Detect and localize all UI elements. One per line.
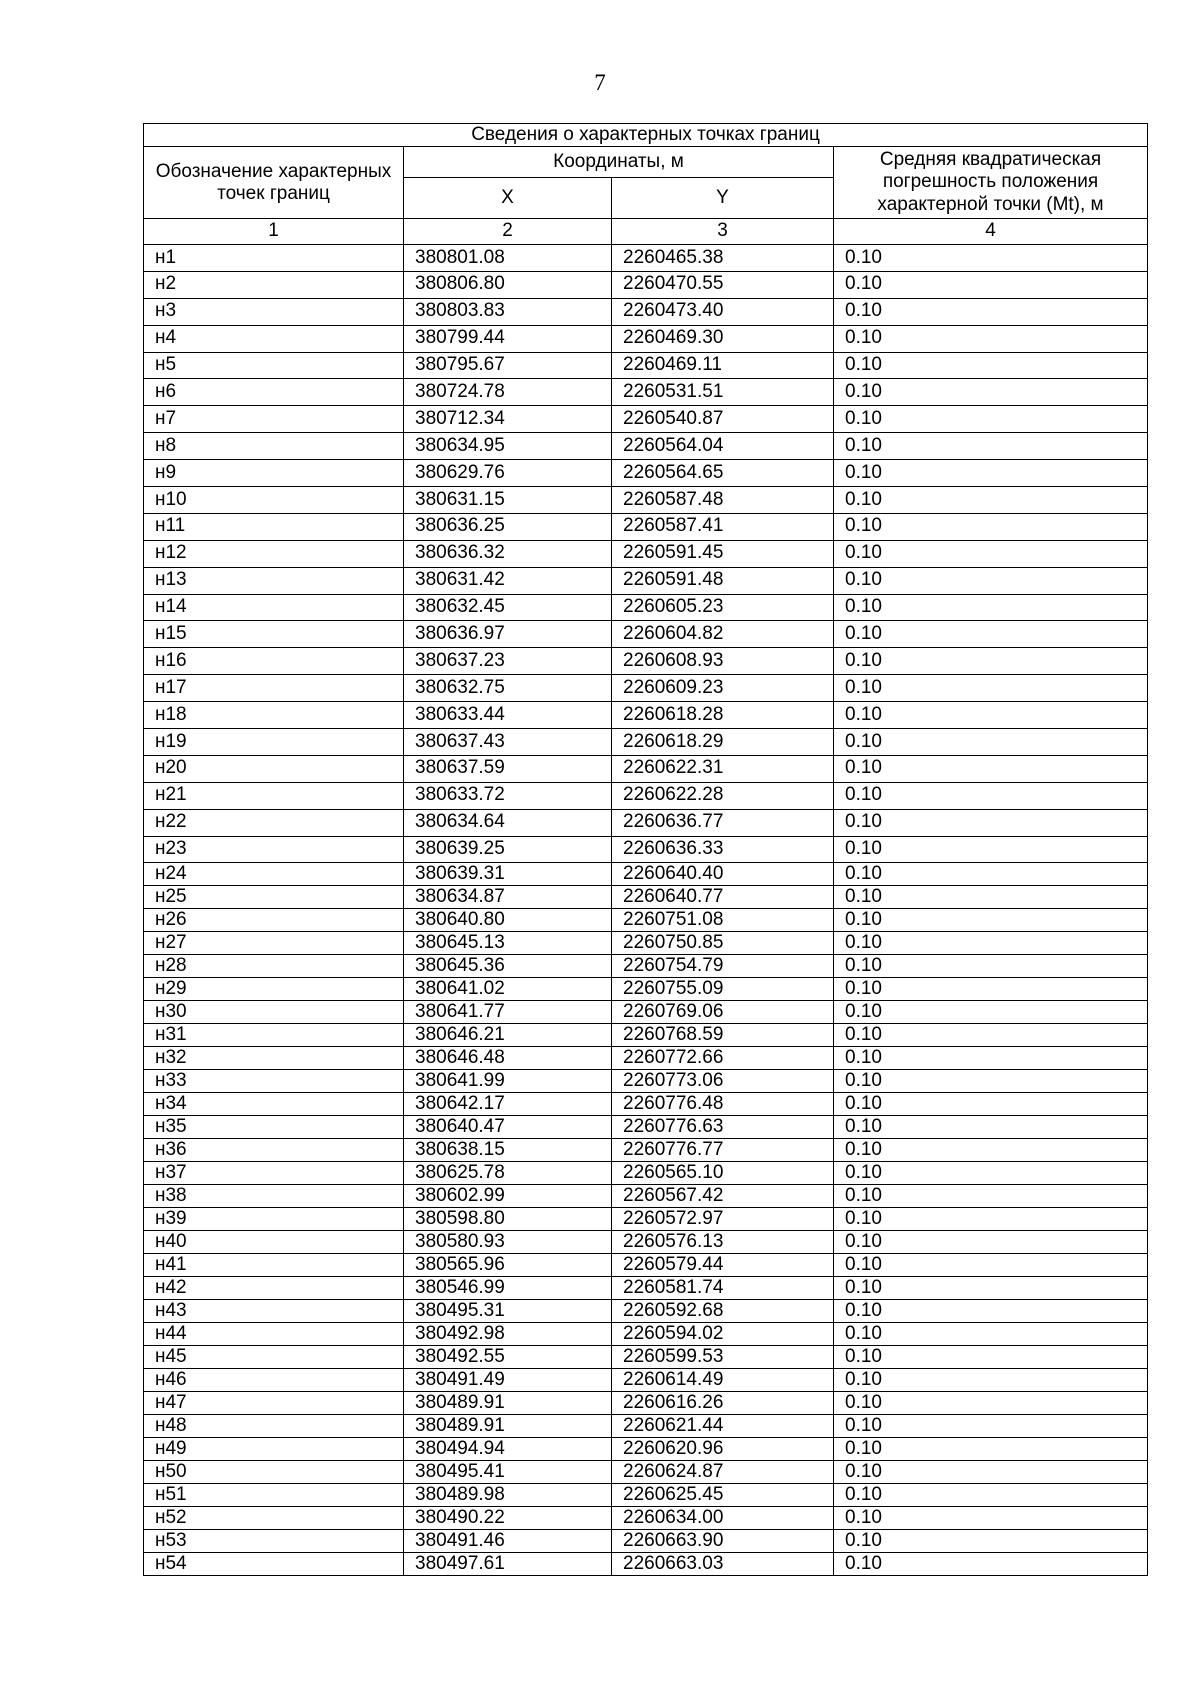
- y-coordinate-cell: 2260754.79: [612, 955, 834, 978]
- y-coordinate-cell: 2260614.49: [612, 1369, 834, 1392]
- mean-error-cell: 0.10: [834, 1507, 1148, 1530]
- point-name-cell: н18: [144, 702, 404, 729]
- table-row: [144, 1162, 1148, 1185]
- point-name-cell: н33: [144, 1070, 404, 1093]
- y-coordinate-cell: 2260564.65: [612, 460, 834, 487]
- table-row: [144, 1277, 1148, 1300]
- x-coordinate-cell: 380634.95: [404, 433, 612, 460]
- x-coordinate-cell: 380801.08: [404, 245, 612, 272]
- table-row: [144, 621, 1148, 648]
- table-row: [144, 836, 1148, 863]
- point-name-cell: н10: [144, 487, 404, 514]
- table-title: Сведения о характерных точках границ: [144, 124, 1148, 147]
- table-row: [144, 1254, 1148, 1277]
- x-coordinate-cell: 380645.13: [404, 932, 612, 955]
- table-row: [144, 1024, 1148, 1047]
- x-coordinate-cell: 380645.36: [404, 955, 612, 978]
- mean-error-cell: 0.10: [834, 325, 1148, 352]
- table-row: [144, 352, 1148, 379]
- table-row: [144, 379, 1148, 406]
- x-coordinate-cell: 380629.76: [404, 460, 612, 487]
- x-coordinate-cell: 380598.80: [404, 1208, 612, 1231]
- table-row: [144, 863, 1148, 886]
- y-coordinate-cell: 2260587.41: [612, 513, 834, 540]
- y-coordinate-cell: 2260609.23: [612, 675, 834, 702]
- x-coordinate-cell: 380639.25: [404, 836, 612, 863]
- y-coordinate-cell: 2260565.10: [612, 1162, 834, 1185]
- mean-error-cell: 0.10: [834, 594, 1148, 621]
- x-coordinate-cell: 380646.48: [404, 1047, 612, 1070]
- x-coordinate-cell: 380634.64: [404, 809, 612, 836]
- point-name-cell: н22: [144, 809, 404, 836]
- mean-error-cell: 0.10: [834, 271, 1148, 298]
- x-coordinate-cell: 380724.78: [404, 379, 612, 406]
- mean-error-cell: 0.10: [834, 1369, 1148, 1392]
- point-name-cell: н29: [144, 978, 404, 1001]
- y-coordinate-cell: 2260594.02: [612, 1323, 834, 1346]
- point-name-cell: н52: [144, 1507, 404, 1530]
- point-name-cell: н1: [144, 245, 404, 272]
- table-row: [144, 1530, 1148, 1553]
- mean-error-cell: 0.10: [834, 1438, 1148, 1461]
- mean-error-cell: 0.10: [834, 702, 1148, 729]
- mean-error-cell: 0.10: [834, 1530, 1148, 1553]
- x-coordinate-cell: 380491.46: [404, 1530, 612, 1553]
- x-coordinate-cell: 380632.75: [404, 675, 612, 702]
- mean-error-cell: 0.10: [834, 567, 1148, 594]
- table-row: [144, 648, 1148, 675]
- point-name-cell: н23: [144, 836, 404, 863]
- point-name-cell: н49: [144, 1438, 404, 1461]
- mean-error-cell: 0.10: [834, 836, 1148, 863]
- x-coordinate-cell: 380639.31: [404, 863, 612, 886]
- x-coordinate-cell: 380641.02: [404, 978, 612, 1001]
- table-row: [144, 955, 1148, 978]
- table-row: [144, 1070, 1148, 1093]
- y-coordinate-cell: 2260591.45: [612, 540, 834, 567]
- point-name-cell: н35: [144, 1116, 404, 1139]
- table-row: [144, 1392, 1148, 1415]
- y-coordinate-cell: 2260576.13: [612, 1231, 834, 1254]
- mean-error-cell: 0.10: [834, 1346, 1148, 1369]
- point-name-cell: н48: [144, 1415, 404, 1438]
- x-coordinate-cell: 380803.83: [404, 298, 612, 325]
- mean-error-cell: 0.10: [834, 1001, 1148, 1024]
- mean-error-cell: 0.10: [834, 755, 1148, 782]
- header-designation: Обозначение характерных точек границ: [144, 147, 404, 219]
- mean-error-cell: 0.10: [834, 540, 1148, 567]
- x-coordinate-cell: 380489.91: [404, 1415, 612, 1438]
- table-row: [144, 1461, 1148, 1484]
- x-coordinate-cell: 380546.99: [404, 1277, 612, 1300]
- mean-error-cell: 0.10: [834, 1277, 1148, 1300]
- mean-error-cell: 0.10: [834, 1024, 1148, 1047]
- mean-error-cell: 0.10: [834, 487, 1148, 514]
- table-row: [144, 1438, 1148, 1461]
- x-coordinate-cell: 380641.99: [404, 1070, 612, 1093]
- x-coordinate-cell: 380495.41: [404, 1461, 612, 1484]
- point-name-cell: н15: [144, 621, 404, 648]
- x-coordinate-cell: 380642.17: [404, 1093, 612, 1116]
- mean-error-cell: 0.10: [834, 1093, 1148, 1116]
- mean-error-cell: 0.10: [834, 863, 1148, 886]
- x-coordinate-cell: 380497.61: [404, 1553, 612, 1576]
- y-coordinate-cell: 2260636.77: [612, 809, 834, 836]
- y-coordinate-cell: 2260616.26: [612, 1392, 834, 1415]
- y-coordinate-cell: 2260751.08: [612, 909, 834, 932]
- table-row: [144, 702, 1148, 729]
- point-name-cell: н47: [144, 1392, 404, 1415]
- y-coordinate-cell: 2260581.74: [612, 1277, 834, 1300]
- point-name-cell: н54: [144, 1553, 404, 1576]
- table-row: [144, 909, 1148, 932]
- y-coordinate-cell: 2260634.00: [612, 1507, 834, 1530]
- table-row: [144, 1369, 1148, 1392]
- x-coordinate-cell: 380489.91: [404, 1392, 612, 1415]
- mean-error-cell: 0.10: [834, 379, 1148, 406]
- mean-error-cell: 0.10: [834, 1185, 1148, 1208]
- y-coordinate-cell: 2260750.85: [612, 932, 834, 955]
- table-row: [144, 1047, 1148, 1070]
- x-coordinate-cell: 380637.43: [404, 729, 612, 756]
- x-coordinate-cell: 380625.78: [404, 1162, 612, 1185]
- x-coordinate-cell: 380636.25: [404, 513, 612, 540]
- point-name-cell: н8: [144, 433, 404, 460]
- y-coordinate-cell: 2260618.29: [612, 729, 834, 756]
- table-row: [144, 729, 1148, 756]
- y-coordinate-cell: 2260579.44: [612, 1254, 834, 1277]
- x-coordinate-cell: 380641.77: [404, 1001, 612, 1024]
- table-row: [144, 567, 1148, 594]
- x-coordinate-cell: 380634.87: [404, 886, 612, 909]
- point-name-cell: н11: [144, 513, 404, 540]
- point-name-cell: н27: [144, 932, 404, 955]
- y-coordinate-cell: 2260608.93: [612, 648, 834, 675]
- table-row: [144, 245, 1148, 272]
- table-row: [144, 1346, 1148, 1369]
- point-name-cell: н19: [144, 729, 404, 756]
- table-row: [144, 271, 1148, 298]
- table-row: [144, 1001, 1148, 1024]
- x-coordinate-cell: 380646.21: [404, 1024, 612, 1047]
- y-coordinate-cell: 2260640.40: [612, 863, 834, 886]
- y-coordinate-cell: 2260469.11: [612, 352, 834, 379]
- x-coordinate-cell: 380636.32: [404, 540, 612, 567]
- table-row: [144, 1323, 1148, 1346]
- y-coordinate-cell: 2260564.04: [612, 433, 834, 460]
- x-coordinate-cell: 380799.44: [404, 325, 612, 352]
- table-row: [144, 932, 1148, 955]
- point-name-cell: н4: [144, 325, 404, 352]
- x-coordinate-cell: 380636.97: [404, 621, 612, 648]
- point-name-cell: н39: [144, 1208, 404, 1231]
- table-row: [144, 978, 1148, 1001]
- y-coordinate-cell: 2260592.68: [612, 1300, 834, 1323]
- point-name-cell: н31: [144, 1024, 404, 1047]
- point-name-cell: н21: [144, 782, 404, 809]
- point-name-cell: н3: [144, 298, 404, 325]
- table-row: [144, 1507, 1148, 1530]
- table-row: [144, 1093, 1148, 1116]
- x-coordinate-cell: 380580.93: [404, 1231, 612, 1254]
- table-row: [144, 406, 1148, 433]
- y-coordinate-cell: 2260773.06: [612, 1070, 834, 1093]
- column-number: 2: [404, 219, 612, 245]
- point-name-cell: н34: [144, 1093, 404, 1116]
- x-coordinate-cell: 380637.23: [404, 648, 612, 675]
- point-name-cell: н51: [144, 1484, 404, 1507]
- point-name-cell: н30: [144, 1001, 404, 1024]
- point-name-cell: н12: [144, 540, 404, 567]
- table-row: [144, 782, 1148, 809]
- point-name-cell: н9: [144, 460, 404, 487]
- mean-error-cell: 0.10: [834, 513, 1148, 540]
- mean-error-cell: 0.10: [834, 1116, 1148, 1139]
- y-coordinate-cell: 2260604.82: [612, 621, 834, 648]
- mean-error-cell: 0.10: [834, 675, 1148, 702]
- column-number: 3: [612, 219, 834, 245]
- column-number: 1: [144, 219, 404, 245]
- header-mean-error: Средняя квадратическая погрешность положения характерной точки (Mt), м: [834, 147, 1148, 219]
- mean-error-cell: 0.10: [834, 621, 1148, 648]
- point-name-cell: н7: [144, 406, 404, 433]
- mean-error-cell: 0.10: [834, 1139, 1148, 1162]
- mean-error-cell: 0.10: [834, 978, 1148, 1001]
- x-coordinate-cell: 380492.55: [404, 1346, 612, 1369]
- y-coordinate-cell: 2260636.33: [612, 836, 834, 863]
- point-name-cell: н26: [144, 909, 404, 932]
- table-row: [144, 460, 1148, 487]
- y-coordinate-cell: 2260587.48: [612, 487, 834, 514]
- y-coordinate-cell: 2260465.38: [612, 245, 834, 272]
- mean-error-cell: 0.10: [834, 1461, 1148, 1484]
- mean-error-cell: 0.10: [834, 955, 1148, 978]
- y-coordinate-cell: 2260768.59: [612, 1024, 834, 1047]
- y-coordinate-cell: 2260769.06: [612, 1001, 834, 1024]
- y-coordinate-cell: 2260605.23: [612, 594, 834, 621]
- y-coordinate-cell: 2260572.97: [612, 1208, 834, 1231]
- x-coordinate-cell: 380631.15: [404, 487, 612, 514]
- y-coordinate-cell: 2260469.30: [612, 325, 834, 352]
- mean-error-cell: 0.10: [834, 1323, 1148, 1346]
- mean-error-cell: 0.10: [834, 1208, 1148, 1231]
- x-coordinate-cell: 380806.80: [404, 271, 612, 298]
- column-number: 4: [834, 219, 1148, 245]
- y-coordinate-cell: 2260618.28: [612, 702, 834, 729]
- x-coordinate-cell: 380633.44: [404, 702, 612, 729]
- point-name-cell: н25: [144, 886, 404, 909]
- table-row: [144, 1185, 1148, 1208]
- mean-error-cell: 0.10: [834, 1484, 1148, 1507]
- mean-error-cell: 0.10: [834, 1254, 1148, 1277]
- mean-error-cell: 0.10: [834, 729, 1148, 756]
- mean-error-cell: 0.10: [834, 1231, 1148, 1254]
- point-name-cell: н32: [144, 1047, 404, 1070]
- point-name-cell: н2: [144, 271, 404, 298]
- y-coordinate-cell: 2260776.63: [612, 1116, 834, 1139]
- mean-error-cell: 0.10: [834, 1047, 1148, 1070]
- point-name-cell: н42: [144, 1277, 404, 1300]
- table-row: [144, 433, 1148, 460]
- x-coordinate-cell: 380631.42: [404, 567, 612, 594]
- x-coordinate-cell: 380632.45: [404, 594, 612, 621]
- y-coordinate-cell: 2260622.31: [612, 755, 834, 782]
- x-coordinate-cell: 380795.67: [404, 352, 612, 379]
- point-name-cell: н28: [144, 955, 404, 978]
- mean-error-cell: 0.10: [834, 433, 1148, 460]
- boundary-points-table: [143, 123, 1148, 1576]
- x-coordinate-cell: 380491.49: [404, 1369, 612, 1392]
- mean-error-cell: 0.10: [834, 1392, 1148, 1415]
- table-row: [144, 1484, 1148, 1507]
- point-name-cell: н38: [144, 1185, 404, 1208]
- y-coordinate-cell: 2260567.42: [612, 1185, 834, 1208]
- mean-error-cell: 0.10: [834, 886, 1148, 909]
- mean-error-cell: 0.10: [834, 1415, 1148, 1438]
- mean-error-cell: 0.10: [834, 460, 1148, 487]
- page-number: 7: [594, 70, 606, 95]
- table-row: [144, 1116, 1148, 1139]
- point-name-cell: н14: [144, 594, 404, 621]
- y-coordinate-cell: 2260776.77: [612, 1139, 834, 1162]
- point-name-cell: н16: [144, 648, 404, 675]
- y-coordinate-cell: 2260591.48: [612, 567, 834, 594]
- y-coordinate-cell: 2260620.96: [612, 1438, 834, 1461]
- point-name-cell: н6: [144, 379, 404, 406]
- header-y: Y: [612, 178, 834, 219]
- mean-error-cell: 0.10: [834, 1162, 1148, 1185]
- table-row: [144, 513, 1148, 540]
- table-row: [144, 755, 1148, 782]
- y-coordinate-cell: 2260625.45: [612, 1484, 834, 1507]
- mean-error-cell: 0.10: [834, 298, 1148, 325]
- point-name-cell: н37: [144, 1162, 404, 1185]
- y-coordinate-cell: 2260776.48: [612, 1093, 834, 1116]
- point-name-cell: н45: [144, 1346, 404, 1369]
- point-name-cell: н53: [144, 1530, 404, 1553]
- header-x: X: [404, 178, 612, 219]
- header-coordinates: Координаты, м: [404, 147, 834, 178]
- point-name-cell: н40: [144, 1231, 404, 1254]
- x-coordinate-cell: 380494.94: [404, 1438, 612, 1461]
- y-coordinate-cell: 2260755.09: [612, 978, 834, 1001]
- point-name-cell: н20: [144, 755, 404, 782]
- mean-error-cell: 0.10: [834, 782, 1148, 809]
- y-coordinate-cell: 2260473.40: [612, 298, 834, 325]
- x-coordinate-cell: 380565.96: [404, 1254, 612, 1277]
- y-coordinate-cell: 2260622.28: [612, 782, 834, 809]
- table-row: [144, 1415, 1148, 1438]
- point-name-cell: н50: [144, 1461, 404, 1484]
- point-name-cell: н13: [144, 567, 404, 594]
- point-name-cell: н46: [144, 1369, 404, 1392]
- table-row: [144, 1553, 1148, 1576]
- mean-error-cell: 0.10: [834, 245, 1148, 272]
- table-row: [144, 325, 1148, 352]
- table-row: [144, 1208, 1148, 1231]
- point-name-cell: н5: [144, 352, 404, 379]
- y-coordinate-cell: 2260540.87: [612, 406, 834, 433]
- y-coordinate-cell: 2260772.66: [612, 1047, 834, 1070]
- table-row: [144, 1139, 1148, 1162]
- y-coordinate-cell: 2260663.03: [612, 1553, 834, 1576]
- table-row: [144, 1300, 1148, 1323]
- mean-error-cell: 0.10: [834, 1553, 1148, 1576]
- x-coordinate-cell: 380712.34: [404, 406, 612, 433]
- table-row: [144, 675, 1148, 702]
- y-coordinate-cell: 2260470.55: [612, 271, 834, 298]
- table-row: [144, 886, 1148, 909]
- mean-error-cell: 0.10: [834, 809, 1148, 836]
- table-row: [144, 594, 1148, 621]
- x-coordinate-cell: 380490.22: [404, 1507, 612, 1530]
- y-coordinate-cell: 2260531.51: [612, 379, 834, 406]
- y-coordinate-cell: 2260640.77: [612, 886, 834, 909]
- point-name-cell: н44: [144, 1323, 404, 1346]
- table-row: [144, 809, 1148, 836]
- point-name-cell: н17: [144, 675, 404, 702]
- mean-error-cell: 0.10: [834, 909, 1148, 932]
- x-coordinate-cell: 380495.31: [404, 1300, 612, 1323]
- y-coordinate-cell: 2260663.90: [612, 1530, 834, 1553]
- point-name-cell: н24: [144, 863, 404, 886]
- mean-error-cell: 0.10: [834, 648, 1148, 675]
- point-name-cell: н43: [144, 1300, 404, 1323]
- mean-error-cell: 0.10: [834, 406, 1148, 433]
- table-row: [144, 540, 1148, 567]
- table-row: [144, 487, 1148, 514]
- x-coordinate-cell: 380492.98: [404, 1323, 612, 1346]
- x-coordinate-cell: 380640.80: [404, 909, 612, 932]
- mean-error-cell: 0.10: [834, 932, 1148, 955]
- mean-error-cell: 0.10: [834, 1300, 1148, 1323]
- table-row: [144, 1231, 1148, 1254]
- mean-error-cell: 0.10: [834, 352, 1148, 379]
- x-coordinate-cell: 380638.15: [404, 1139, 612, 1162]
- x-coordinate-cell: 380489.98: [404, 1484, 612, 1507]
- y-coordinate-cell: 2260621.44: [612, 1415, 834, 1438]
- y-coordinate-cell: 2260599.53: [612, 1346, 834, 1369]
- point-name-cell: н41: [144, 1254, 404, 1277]
- table-row: [144, 298, 1148, 325]
- x-coordinate-cell: 380602.99: [404, 1185, 612, 1208]
- x-coordinate-cell: 380637.59: [404, 755, 612, 782]
- x-coordinate-cell: 380633.72: [404, 782, 612, 809]
- x-coordinate-cell: 380640.47: [404, 1116, 612, 1139]
- y-coordinate-cell: 2260624.87: [612, 1461, 834, 1484]
- mean-error-cell: 0.10: [834, 1070, 1148, 1093]
- point-name-cell: н36: [144, 1139, 404, 1162]
